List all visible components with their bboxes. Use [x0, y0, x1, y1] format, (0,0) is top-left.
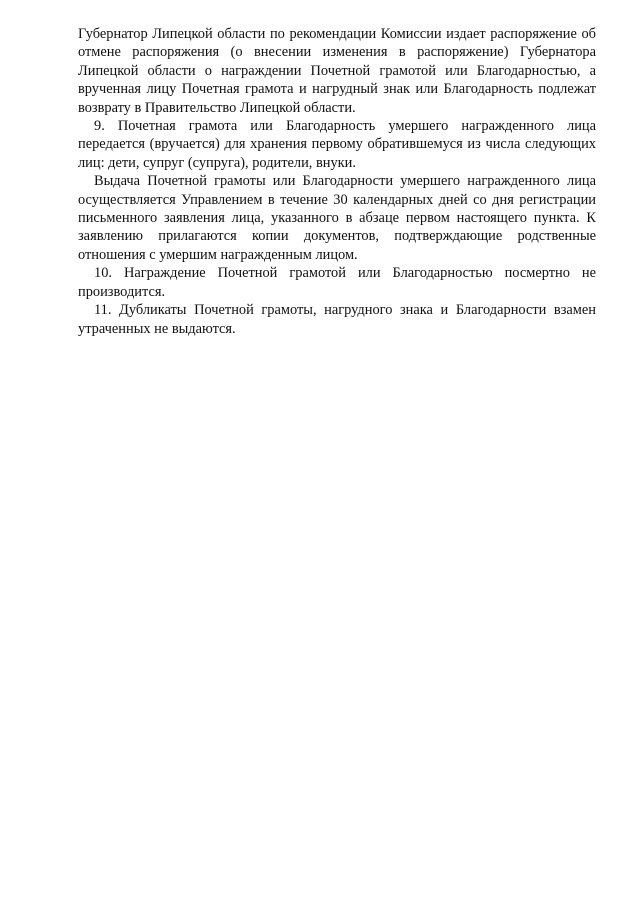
paragraph-item-10: 10. Награждение Почетной грамотой или Благодарностью посмертно не производится.	[78, 265, 596, 300]
paragraph-item-9-issuance: Выдача Почетной грамоты или Благодарности умершего награжденного лица осуществляется Управлением в течение 30 календарных дней со дня регистрации письменного заявления лица, указанного в абзаце первом настоящего пункта. К заявлению прилагаются копии документов, подтверждающие родственные отношения с умершим награжденным лицом.	[78, 173, 596, 263]
paragraph-item-9: 9. Почетная грамота или Благодарность умершего награжденного лица передается (вручается) для хранения первому обратившемуся из числа следующих лиц: дети, супруг (супруга), родители, внуки.	[78, 118, 596, 171]
paragraph-item-11: 11. Дубликаты Почетной грамоты, нагрудного знака и Благодарности взамен утраченных не выдаются.	[78, 302, 596, 337]
document-page	[78, 25, 596, 338]
paragraph-continuation: Губернатор Липецкой области по рекомендации Комиссии издает распоряжение об отмене распоряжения (о внесении изменения в распоряжение) Губернатора Липецкой области о награждении Почетной грамотой или Благодарностью, а врученная лицу Почетная грамота и нагрудный знак или Благодарность подлежат возврату в Правительство Липецкой области.	[78, 26, 596, 116]
